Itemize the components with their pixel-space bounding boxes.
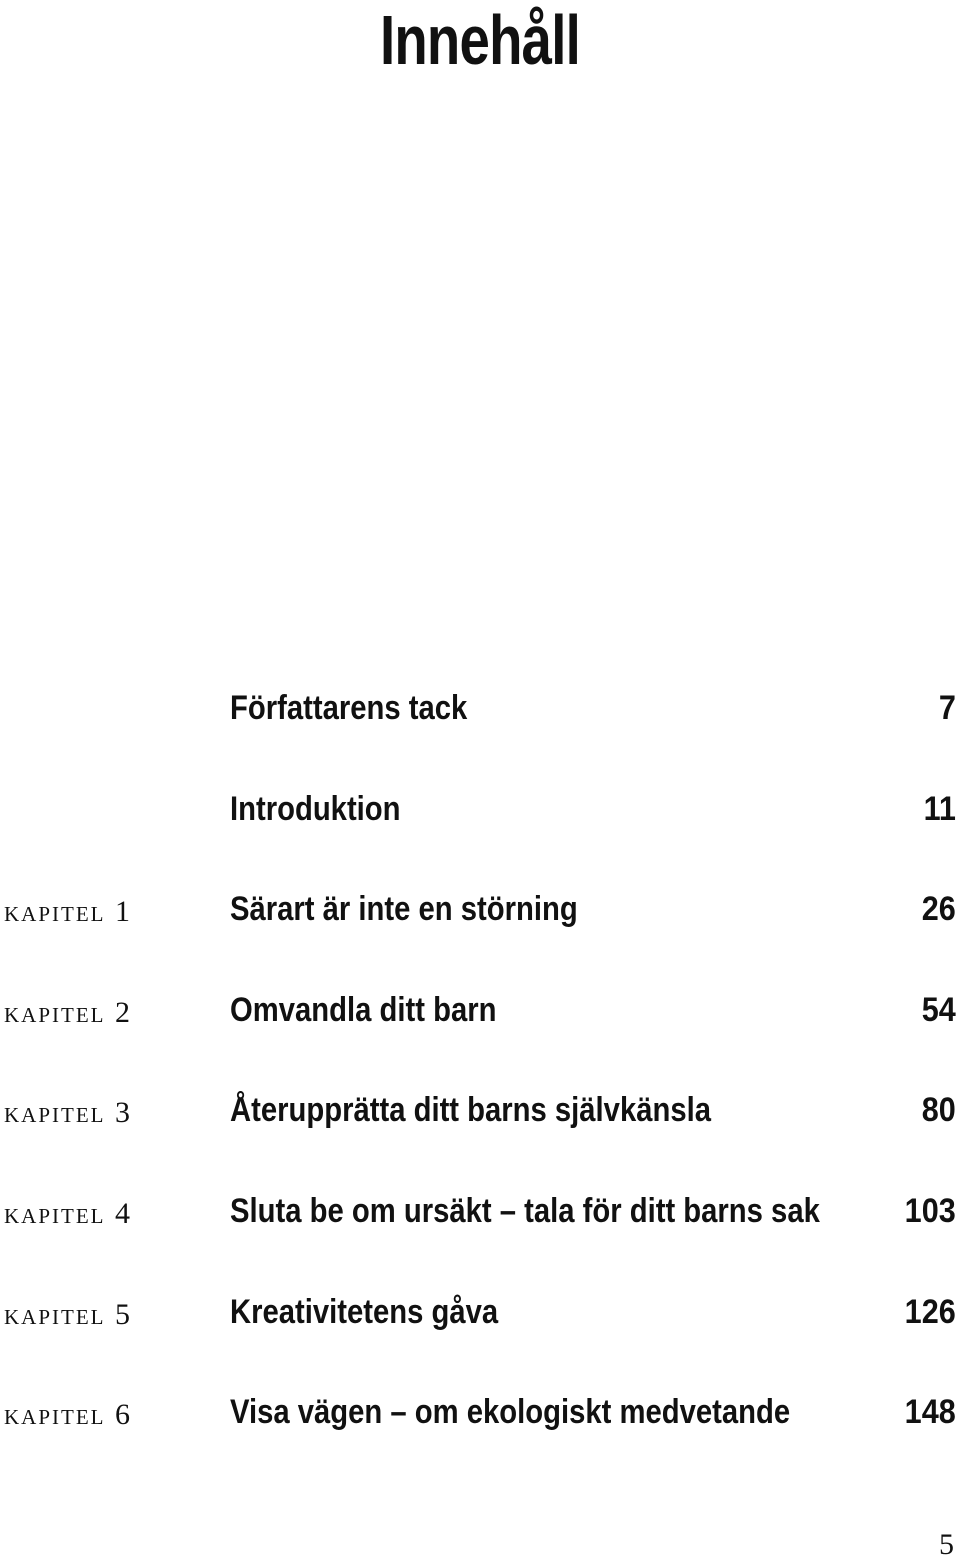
entry-title: Introduktion xyxy=(230,789,401,828)
chapter-label: kapitel 4 xyxy=(4,1196,132,1230)
chapter-label: kapitel 3 xyxy=(4,1096,132,1130)
toc-entry-chapter-1[interactable] xyxy=(0,879,960,980)
page-number: 80 xyxy=(921,1091,956,1130)
toc-entry-introduction[interactable] xyxy=(0,779,960,880)
chapter-label: kapitel 5 xyxy=(4,1297,132,1331)
folio-page-number: 5 xyxy=(939,1528,954,1561)
page-number: 54 xyxy=(921,990,956,1029)
page-title: Innehåll xyxy=(379,1,581,79)
entry-title: Omvandla ditt barn xyxy=(230,990,497,1029)
toc-entry-chapter-5[interactable] xyxy=(0,1282,960,1383)
page-number: 7 xyxy=(938,689,956,727)
toc-entry-chapter-6[interactable] xyxy=(0,1382,960,1483)
entry-title: Återupprätta ditt barns självkänsla xyxy=(230,1091,711,1130)
entry-title: Sluta be om ursäkt – tala för ditt barns sak xyxy=(230,1191,820,1230)
page-number: 126 xyxy=(904,1292,956,1331)
toc-entry-chapter-2[interactable] xyxy=(0,980,960,1081)
toc-entry-chapter-4[interactable] xyxy=(0,1181,960,1282)
table-of-contents xyxy=(0,678,960,1483)
page-number: 11 xyxy=(923,789,956,828)
entry-title: Visa vägen – om ekologiskt medvetande xyxy=(230,1393,791,1432)
entry-title: Kreativitetens gåva xyxy=(230,1292,499,1331)
page-number: 148 xyxy=(904,1393,956,1432)
chapter-label: kapitel 2 xyxy=(4,995,132,1029)
entry-title: Författarens tack xyxy=(230,689,468,727)
toc-entry-chapter-3[interactable] xyxy=(0,1080,960,1181)
page-number: 26 xyxy=(921,890,956,929)
chapter-label: kapitel 6 xyxy=(4,1398,132,1432)
toc-entry-acknowledgements[interactable] xyxy=(0,678,960,779)
chapter-label: kapitel 1 xyxy=(4,895,132,929)
entry-title: Särart är inte en störning xyxy=(230,890,578,929)
page-number: 103 xyxy=(904,1191,956,1230)
